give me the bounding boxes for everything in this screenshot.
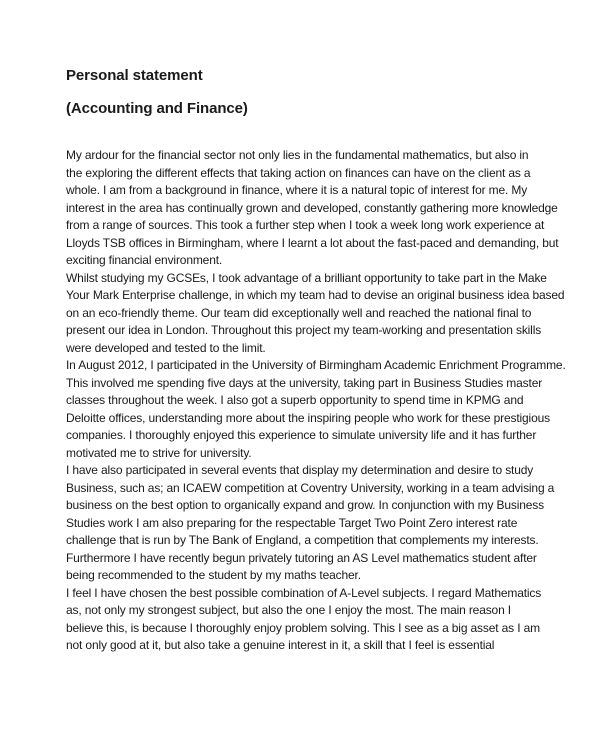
text-line: motivated me to strive for university.: [66, 445, 252, 460]
document-title: Personal statement: [66, 67, 203, 84]
text-line: Business, such as; an ICAEW competition at Coventry University, working in a team advising a: [66, 480, 555, 495]
text-line: believe this, is because I thoroughly enjoy problem solving. This I see as a big asset as I am: [66, 620, 540, 635]
text-line: Lloyds TSB offices in Birmingham, where I learnt a lot about the fast-paced and demanding, but: [66, 235, 559, 250]
text-line: challenge that is run by The Bank of England, a competition that complements my interests.: [66, 533, 539, 547]
text-line: were developed and tested to the limit.: [66, 340, 266, 355]
text-line: the exploring the different effects that taking action on finances can have on the client as a: [66, 165, 531, 180]
text-line: being recommended to the student by my maths teacher.: [66, 568, 361, 582]
text-line: from a range of sources. This took a further step when I took a week long work experience at: [66, 218, 545, 232]
text-line: exciting financial environment.: [66, 253, 223, 267]
text-line: Furthermore I have recently begun privately tutoring an AS Level mathematics student after: [66, 550, 537, 565]
text-line: My ardour for the financial sector not only lies in the fundamental mathematics, but also in: [66, 148, 529, 162]
text-line: This involved me spending five days at the university, taking part in Business Studies master: [66, 375, 543, 390]
statement-body: [66, 147, 566, 655]
text-line: Your Mark Enterprise challenge, in which my team had to devise an original business idea based: [66, 288, 565, 302]
text-line: Deloitte offices, understanding more about the inspiring people who work for these prestigious: [66, 410, 550, 425]
document-subtitle: (Accounting and Finance): [66, 100, 248, 117]
text-line: I feel I have chosen the best possible combination of A-Level subjects. I regard Mathematics: [66, 585, 542, 600]
text-line: whole. I am from a background in finance, where it is a natural topic of interest for me. My: [66, 183, 528, 197]
text-line: business on the best option to organically expand and grow. In conjunction with my Business: [66, 498, 544, 512]
text-line: companies. I thoroughly enjoyed this experience to simulate university life and it has further: [66, 428, 537, 442]
text-line: on an eco-friendly theme. Our team did exceptionally well and reached the national final to: [66, 305, 532, 320]
text-line: as, not only my strongest subject, but also the one I enjoy the most. The main reason I: [66, 603, 511, 617]
text-line: Studies work I am also preparing for the respectable Target Two Point Zero interest rate: [66, 515, 518, 530]
text-line: interest in the area has continually grown and developed, constantly gathering more knowledge: [66, 200, 558, 215]
text-line: classes throughout the week. I also got a superb opportunity to spend time in KPMG and: [66, 393, 524, 407]
text-line: Whilst studying my GCSEs, I took advantage of a brilliant opportunity to take part in the Make: [66, 270, 547, 285]
text-line: not only good at it, but also take a genuine interest in it, a skill that I feel is essential: [66, 638, 495, 652]
text-line: I have also participated in several events that display my determination and desire to study: [66, 463, 534, 477]
text-line: present our idea in London. Throughout this project my team-working and presentation skills: [66, 323, 542, 337]
text-line: In August 2012, I participated in the University of Birmingham Academic Enrichment Programme.: [66, 358, 566, 372]
